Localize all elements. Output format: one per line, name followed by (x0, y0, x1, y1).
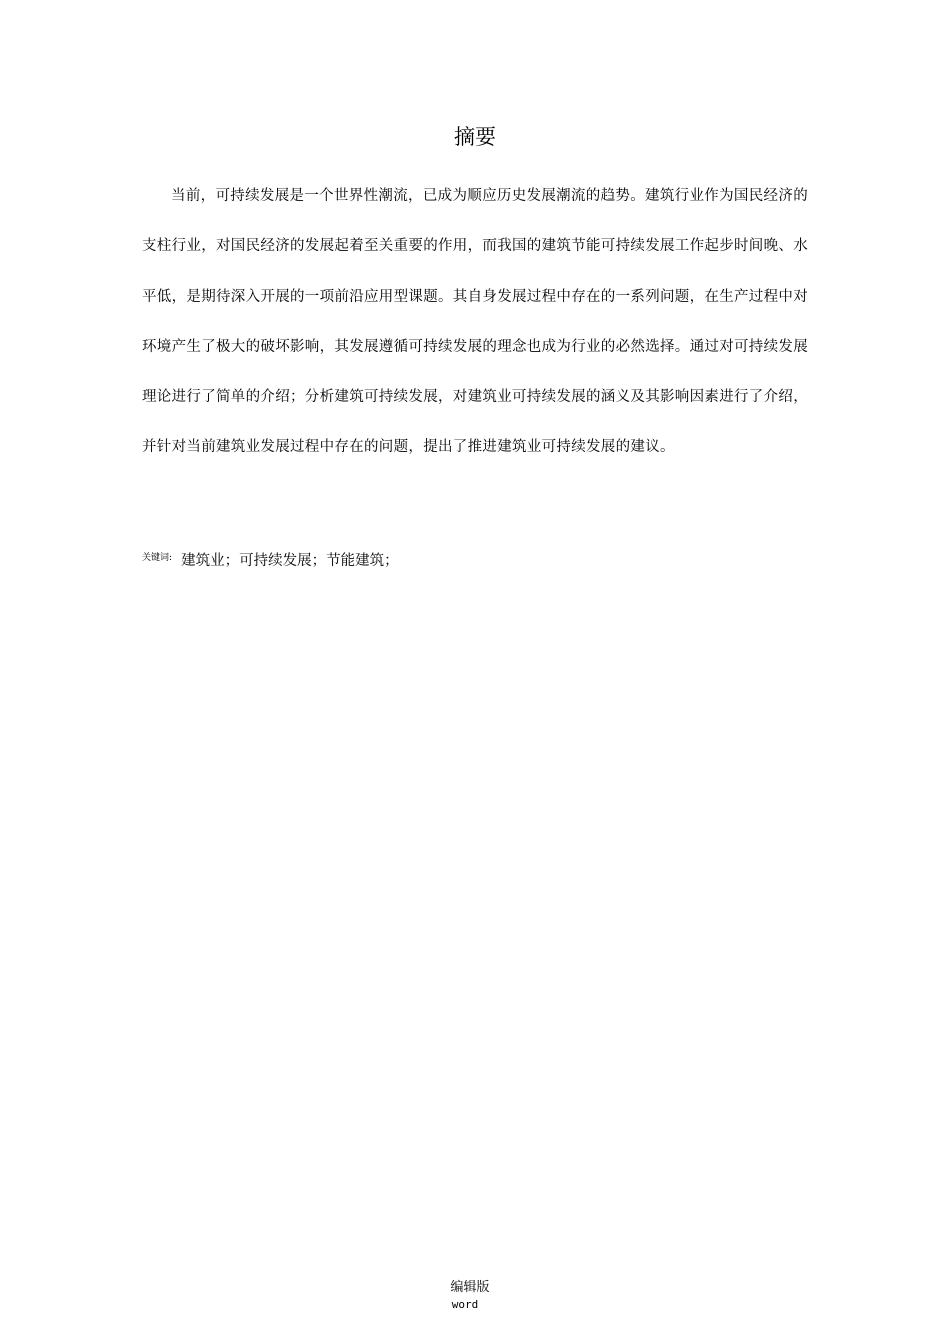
keywords-list: 建筑业；可持续发展；节能建筑； (181, 553, 399, 569)
page-footer (0, 1278, 950, 1312)
footer-format-label: word (451, 1298, 479, 1311)
keywords-section (142, 548, 808, 574)
abstract-paragraph: 当前，可持续发展是一个世界性潮流，已成为顺应历史发展潮流的趋势。建筑行业作为国民经济的支柱行业，对国民经济的发展起着至关重要的作用，而我国的建筑节能可持续发展工作起步时间晚、水平低，是期待深入开展的一项前沿应用型课题。其自身发展过程中存在的一系列问题，在生产过程中对环境产生了极大的破坏影响，其发展遵循可持续发展的理念也成为行业的必然选择。通过对可持续发展理论进行了简单的介绍；分析建筑可持续发展，对建筑业可持续发展的涵义及其影响因素进行了介绍，并针对当前建筑业发展过程中存在的问题，提出了推进建筑业可持续发展的建议。 (142, 188, 808, 456)
page-title: 摘要 (454, 125, 496, 149)
footer-edition-label: 编辑版 (450, 1280, 490, 1295)
keywords-label: 关键词: (142, 553, 173, 563)
